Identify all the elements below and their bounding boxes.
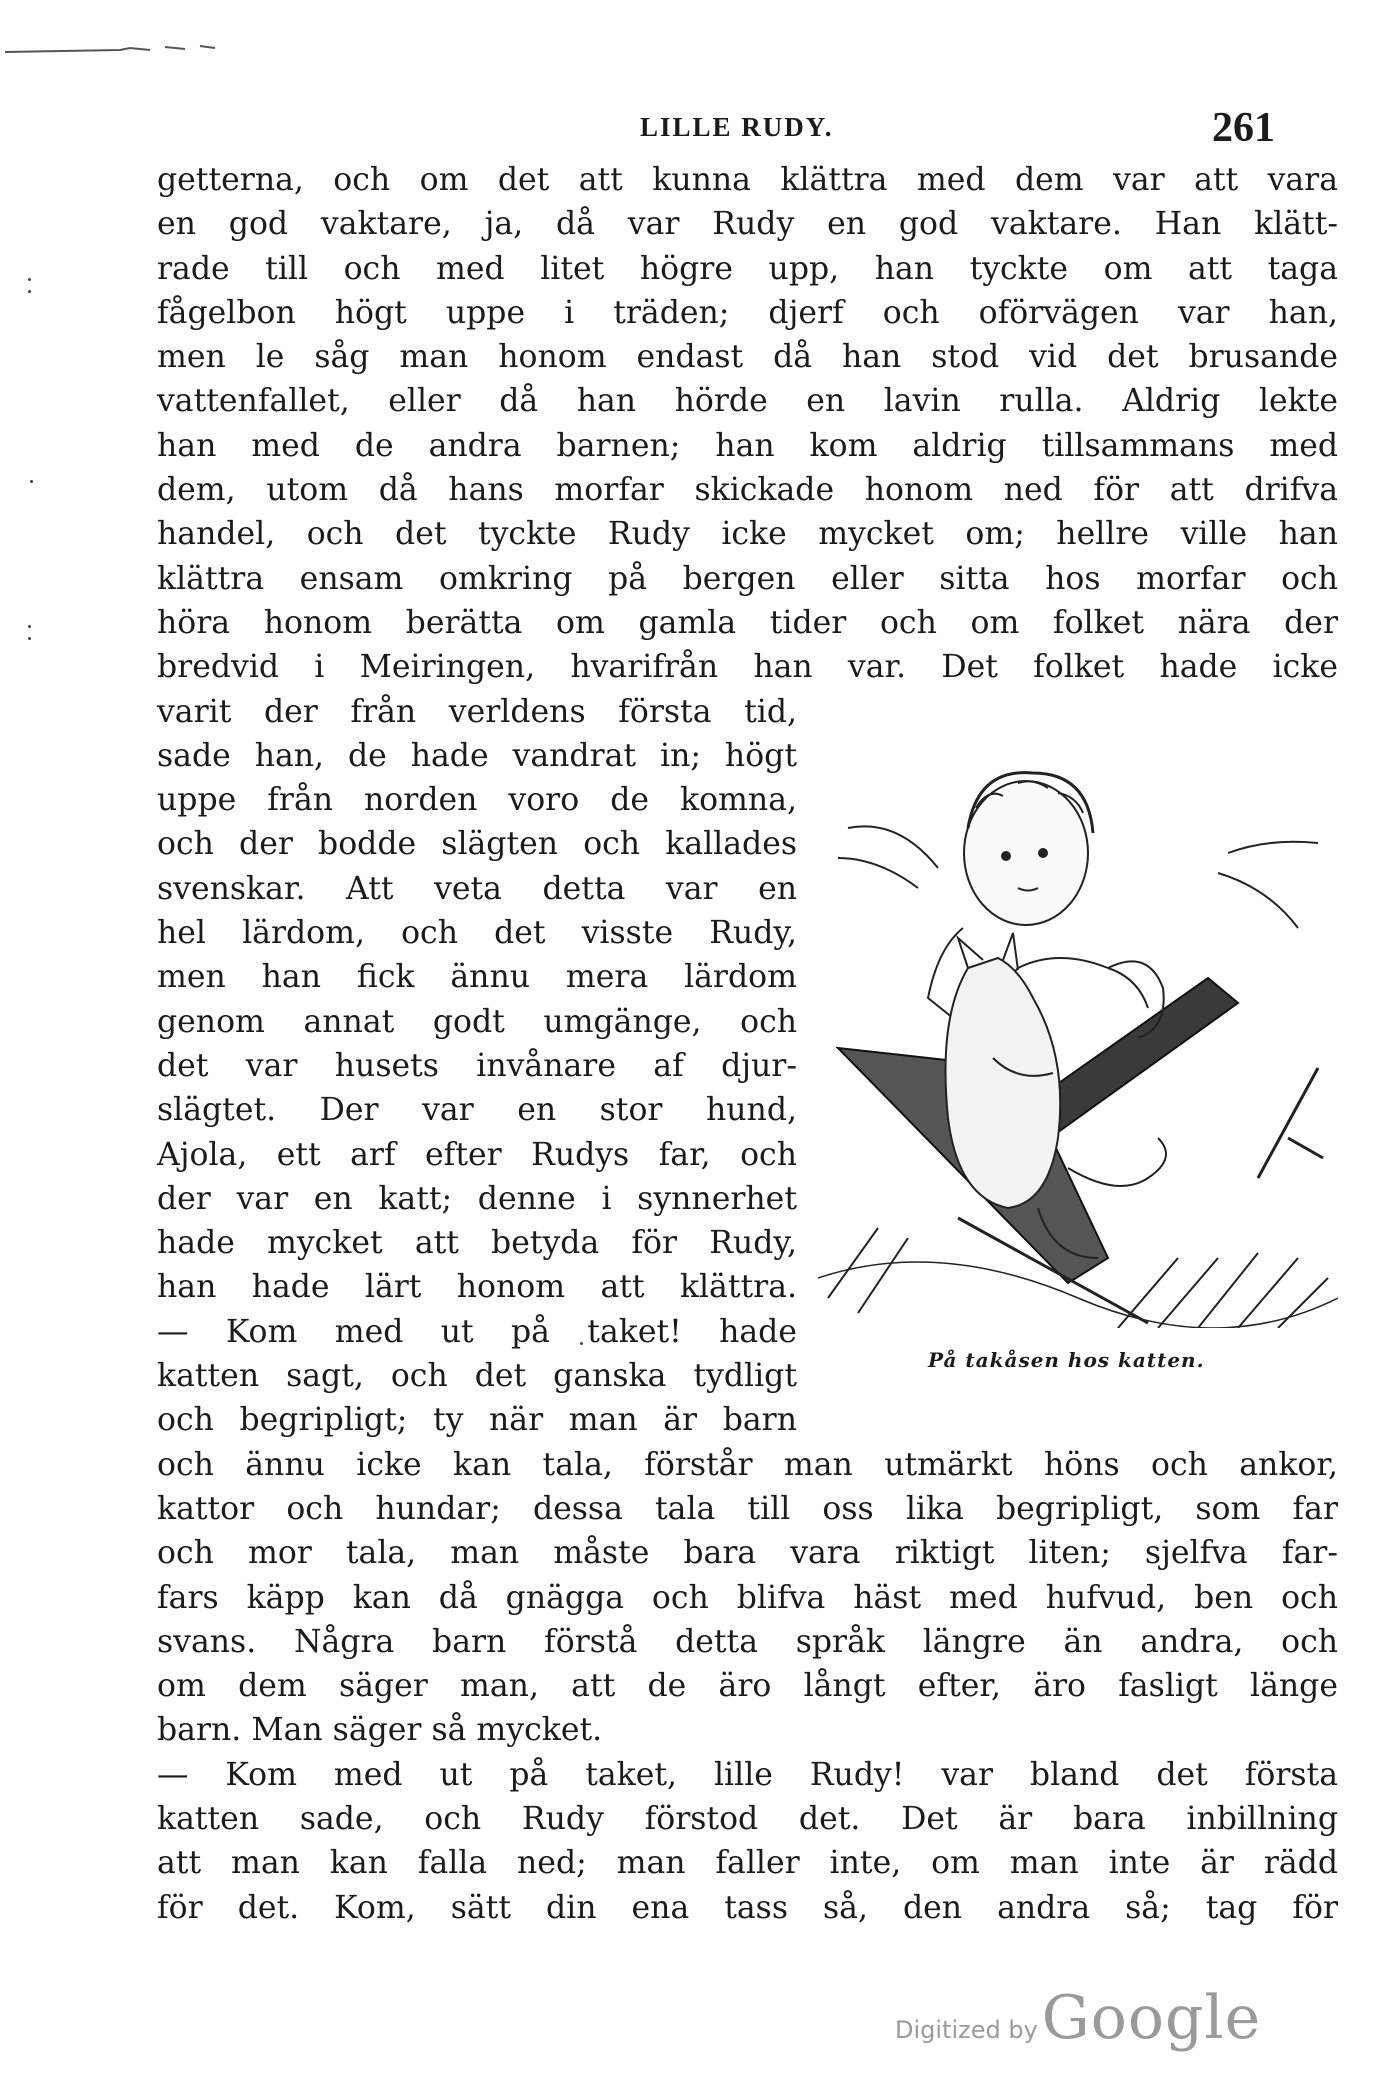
- text-line: — Kom med ut på taket, lille Rudy! var bland det första: [157, 1756, 1338, 1793]
- text-line: hel lärdom, och det visste Rudy,: [157, 915, 797, 952]
- text-line: och mor tala, man måste bara vara riktigt liten; sjelfva far-: [157, 1535, 1338, 1572]
- text-line: barn. Man säger så mycket.: [157, 1712, 603, 1749]
- text-line: — Kom med ut på taket! hade: [157, 1313, 797, 1350]
- text-line: katten sade, och Rudy förstod det. Det är bara inbillning: [157, 1800, 1338, 1837]
- margin-speck: [28, 278, 31, 281]
- text-line: handel, och det tyckte Rudy icke mycket om; hellre ville han: [157, 516, 1338, 553]
- text-line: hade mycket att betyda för Rudy,: [157, 1225, 797, 1262]
- text-line: att man kan falla ned; man faller inte, om man inte är rädd: [157, 1845, 1338, 1882]
- margin-speck: [28, 625, 31, 628]
- margin-speck: [28, 637, 31, 640]
- text-line: dem, utom då hans morfar skickade honom ned för att drifva: [157, 472, 1338, 509]
- text-line: slägtet. Der var en stor hund,: [157, 1092, 797, 1129]
- text-line: klättra ensam omkring på bergen eller sitta hos morfar och: [157, 560, 1338, 597]
- text-line: genom annat godt umgänge, och: [157, 1003, 797, 1040]
- margin-speck: [28, 290, 31, 293]
- text-line: det var husets invånare af djur-: [157, 1047, 797, 1084]
- text-line: för det. Kom, sätt din ena tass så, den andra så; tag för: [157, 1889, 1338, 1926]
- text-line: höra honom berätta om gamla tider och om folket nära der: [157, 604, 1338, 641]
- text-line: varit der från verldens första tid,: [157, 693, 797, 730]
- text-line: en god vaktare, ja, då var Rudy en god vaktare. Han klätt-: [157, 206, 1338, 243]
- text-line: uppe från norden voro de komna,: [157, 782, 797, 819]
- text-line: och begripligt; ty när man är barn: [157, 1402, 797, 1439]
- text-line: svans. Några barn förstå detta språk längre än andra, och: [157, 1623, 1338, 1660]
- text-line: svenskar. Att veta detta var en: [157, 870, 797, 907]
- running-title: LILLE RUDY.: [640, 112, 834, 142]
- illustration-caption: På takåsen hos katten.: [928, 1348, 1205, 1372]
- text-line: sade han, de hade vandrat in; högt: [157, 737, 797, 774]
- google-logo: Google: [1041, 1983, 1262, 2053]
- text-line: och ännu icke kan tala, förstår man utmärkt höns och ankor,: [157, 1446, 1338, 1483]
- text-line: rade till och med litet högre upp, han tyckte om att taga: [157, 250, 1338, 287]
- text-line: han med de andra barnen; han kom aldrig tillsammans med: [157, 427, 1338, 464]
- page-number: 261: [1212, 105, 1275, 151]
- engraving-child-with-cat-on-roof-icon: [818, 738, 1338, 1328]
- text-line: om dem säger man, att de äro långt efter, äro fasligt länge: [157, 1668, 1338, 1705]
- text-line: vattenfallet, eller då han hörde en lavin rulla. Aldrig lekte: [157, 383, 1338, 420]
- text-line: getterna, och om det att kunna klättra med dem var att vara: [157, 162, 1338, 198]
- text-line: fågelbon högt uppe i träden; djerf och oförvägen var han,: [157, 294, 1338, 331]
- text-line: han hade lärt honom att klättra.: [157, 1269, 797, 1306]
- digitized-watermark: [895, 1983, 1261, 2063]
- scan-edge-rule: [0, 0, 340, 70]
- text-line: Ajola, ett arf efter Rudys far, och: [157, 1136, 797, 1173]
- text-line: katten sagt, och det ganska tydligt: [157, 1358, 797, 1395]
- margin-speck: [30, 480, 33, 483]
- text-line: der var en katt; denne i synnerhet: [157, 1180, 797, 1217]
- running-head: [0, 105, 1400, 151]
- text-line: kattor och hundar; dessa tala till oss lika begripligt, som far: [157, 1490, 1338, 1527]
- digitized-by-label: Digitized by: [895, 2016, 1038, 2044]
- text-line: fars käpp kan då gnägga och blifva häst med hufvud, ben och: [157, 1579, 1338, 1616]
- text-line: och der bodde slägten och kallades: [157, 826, 797, 863]
- text-line: men han fick ännu mera lärdom: [157, 959, 797, 996]
- text-line: bredvid i Meiringen, hvarifrån han var. Det folket hade icke: [157, 649, 1338, 686]
- text-line: men le såg man honom endast då han stod vid det brusande: [157, 339, 1338, 376]
